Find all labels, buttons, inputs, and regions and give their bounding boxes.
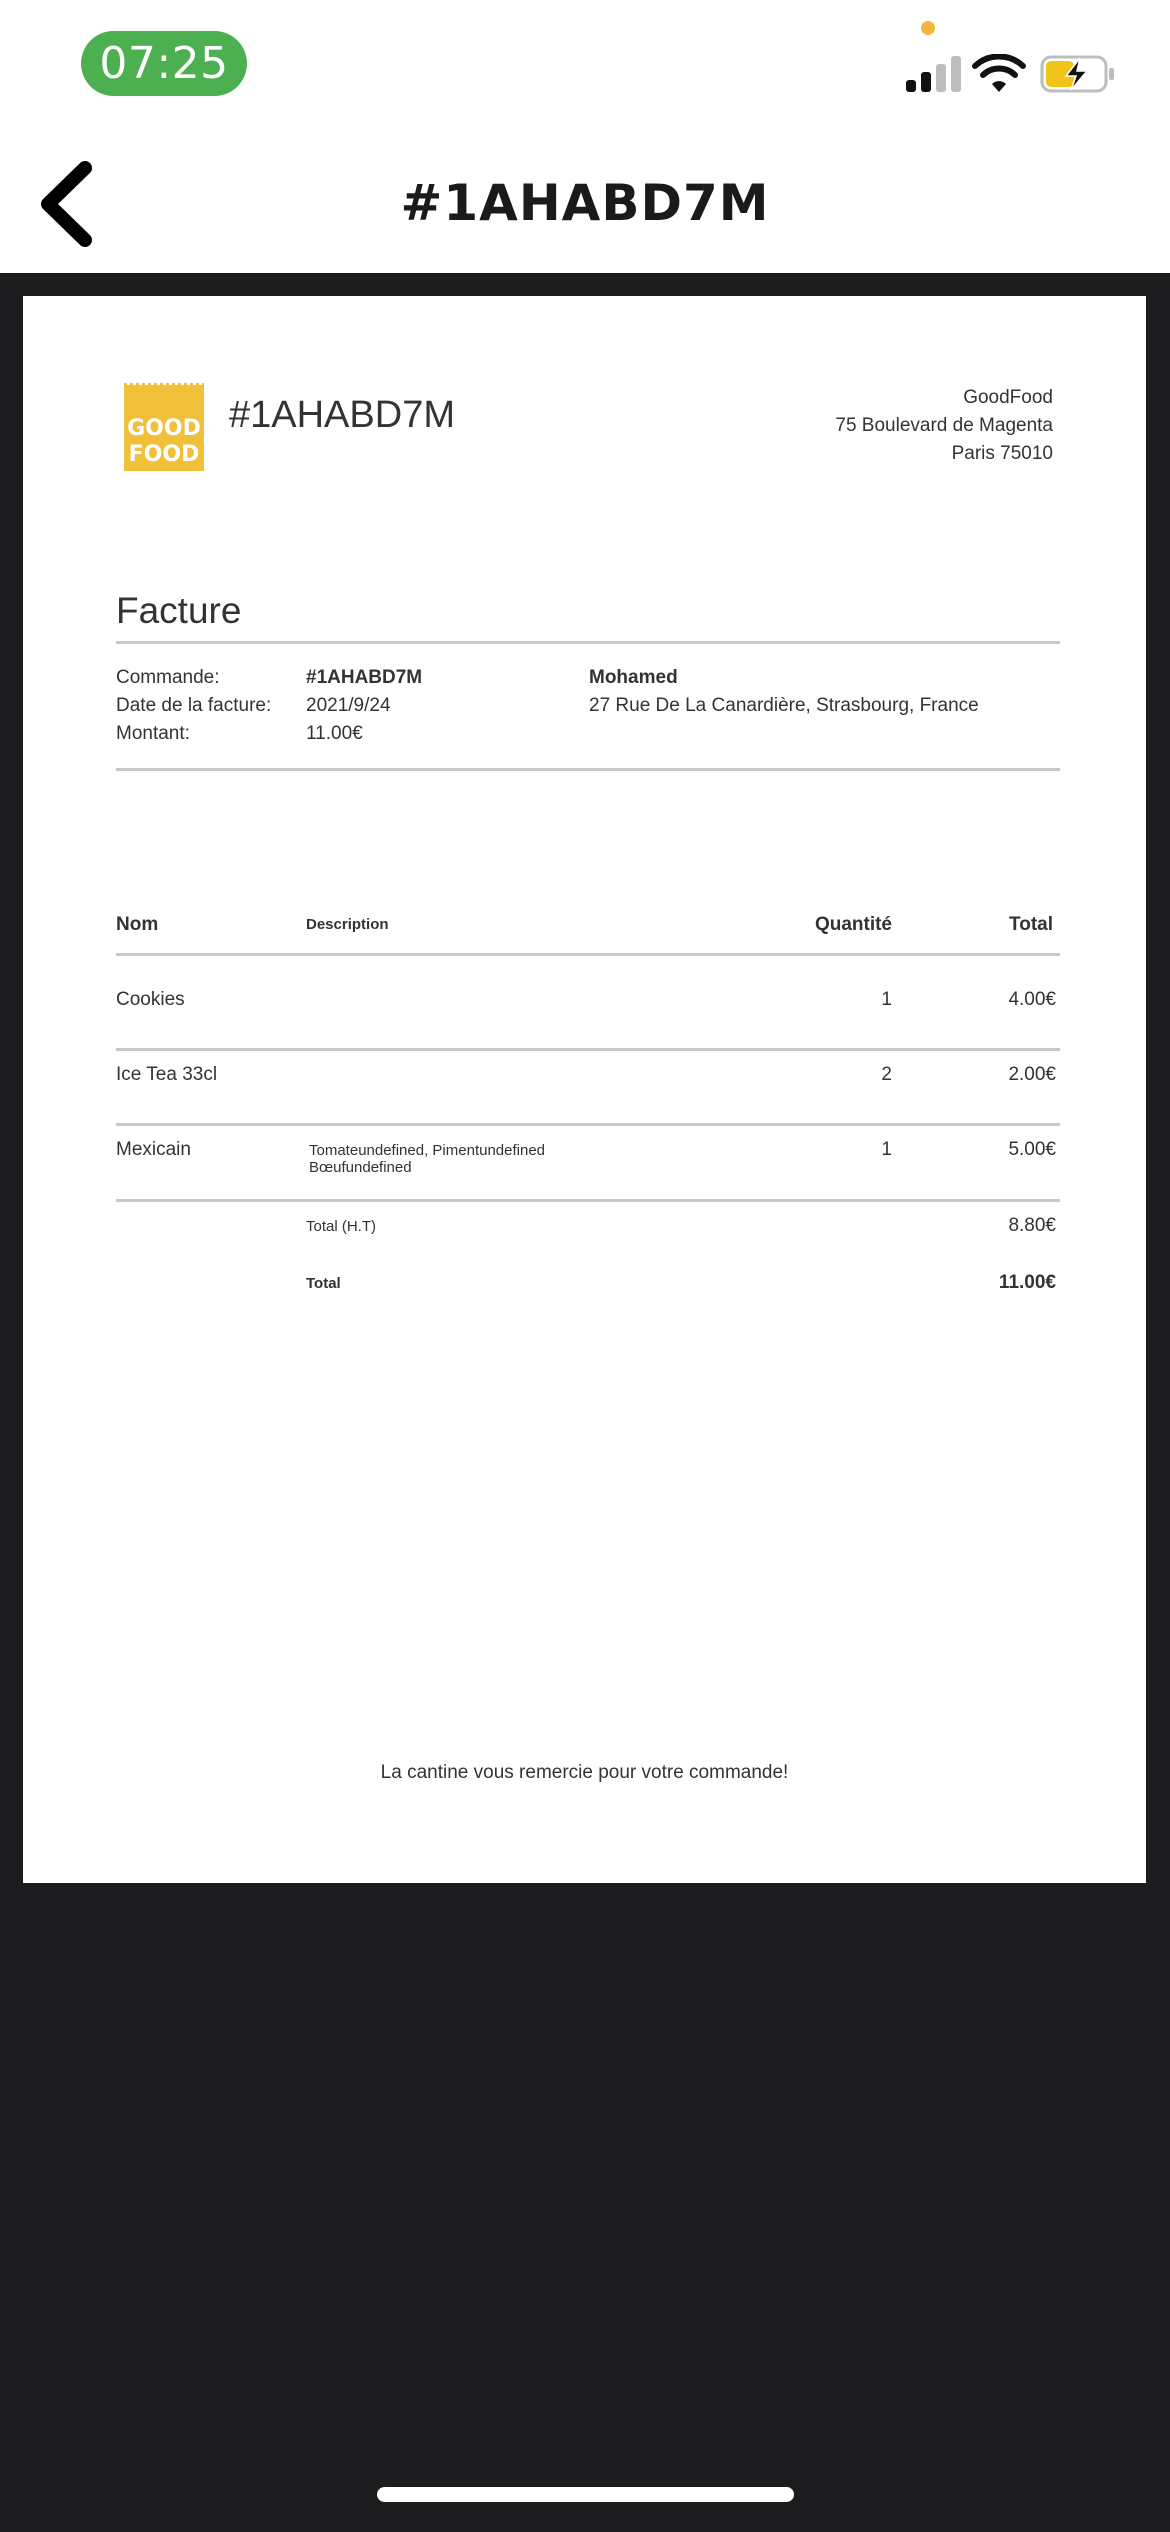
divider (116, 768, 1060, 771)
item-name: Mexicain (116, 1139, 191, 1160)
invoice-order-ref: #1AHABD7M (229, 394, 455, 436)
amount-label: Montant: (116, 723, 190, 744)
home-indicator[interactable] (377, 2487, 794, 2502)
item-name: Cookies (116, 989, 185, 1010)
item-description (309, 1142, 545, 1176)
invoice-heading: Facture (116, 590, 242, 631)
row-divider (116, 1199, 1060, 1202)
date-value: 2021/9/24 (306, 695, 391, 716)
row-divider (116, 1048, 1060, 1051)
subtotal-label: Total (H.T) (306, 1218, 377, 1235)
thank-you-message: La cantine vous remercie pour votre commande! (380, 1762, 789, 1783)
order-label: Commande: (116, 667, 220, 688)
logo-text-line1: GOOD (127, 416, 201, 441)
status-bar (0, 0, 1170, 130)
privacy-indicator-dot (921, 21, 935, 35)
wifi-icon (972, 54, 1026, 94)
nav-bar (0, 130, 1170, 273)
item-total: 5.00€ (1008, 1139, 1056, 1160)
status-time: 07:25 (81, 31, 247, 96)
col-header-total: Total (1009, 914, 1053, 935)
item-description-line: Tomateundefined, Pimentundefined (309, 1142, 546, 1159)
battery-charging-icon (1040, 55, 1116, 93)
subtotal-value: 8.80€ (1008, 1215, 1056, 1236)
date-label: Date de la facture: (116, 695, 272, 716)
order-value: #1AHABD7M (306, 667, 423, 688)
signal-icon (906, 56, 962, 92)
col-header-name: Nom (116, 914, 159, 935)
item-quantity: 1 (881, 1139, 892, 1160)
company-city: Paris 75010 (951, 443, 1053, 464)
page-title: #1AHABD7M (400, 174, 770, 232)
item-total: 2.00€ (1008, 1064, 1056, 1085)
company-name: GoodFood (963, 387, 1053, 408)
total-label: Total (306, 1275, 341, 1292)
row-divider (116, 1123, 1060, 1126)
invoice-document (23, 296, 1146, 1883)
logo-text-line2: FOOD (128, 442, 200, 467)
item-name: Ice Tea 33cl (116, 1064, 218, 1085)
col-header-quantity: Quantité (814, 914, 892, 935)
company-street: 75 Boulevard de Magenta (835, 415, 1053, 436)
invoice-meta-labels (116, 664, 271, 748)
customer-info (589, 664, 979, 720)
item-description-line: Bœufundefined (309, 1159, 412, 1176)
company-address (835, 384, 1053, 468)
goodfood-logo (122, 383, 206, 473)
customer-address: 27 Rue De La Canardière, Strasbourg, France (589, 695, 979, 716)
total-value: 11.00€ (998, 1272, 1056, 1293)
item-quantity: 2 (881, 1064, 892, 1085)
table-header-divider (116, 953, 1060, 956)
item-quantity: 1 (881, 989, 892, 1010)
invoice-meta-values (306, 664, 422, 748)
amount-value: 11.00€ (306, 723, 363, 744)
col-header-description: Description (306, 916, 389, 933)
customer-name: Mohamed (589, 667, 678, 688)
divider (116, 641, 1060, 644)
item-total: 4.00€ (1008, 989, 1056, 1010)
